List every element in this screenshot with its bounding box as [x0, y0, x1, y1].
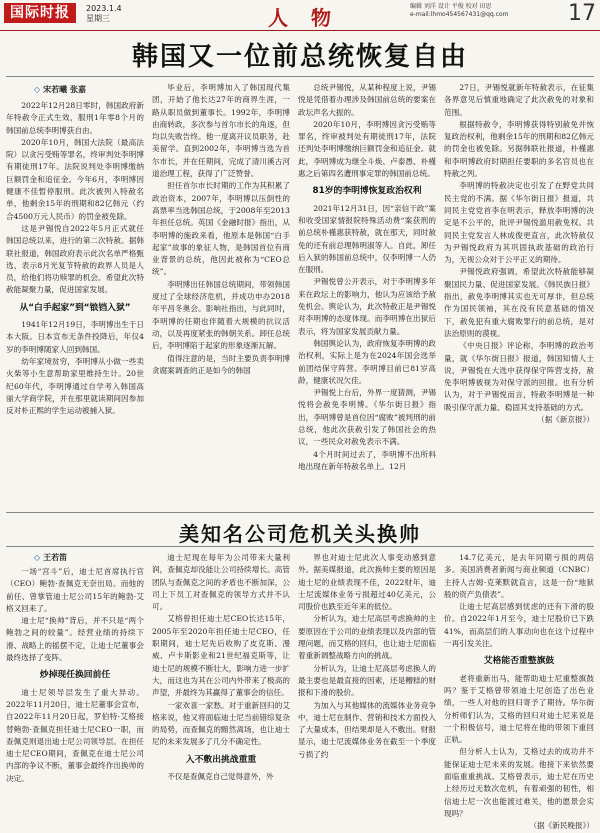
newspaper-masthead: 国际时报 [4, 3, 76, 23]
paragraph: 迪士尼现在每年为公司带来大量利润，查佩克却没能让公司持续增长。高管团队与查佩克之间的矛盾也不断加深，公司上下员工对查佩克的领导方式并不认可。 [152, 553, 290, 612]
a2c4b-paras [444, 673, 594, 821]
article1-subheading-1: 从“白手起家”到“锒铛入狱” [19, 302, 131, 313]
paragraph: 担任首尔市长时期的工作为其积累了政治资本，2007年，李明博以压倒性的高票率当选韩国总统，于2008年至2013年担任总统。英国《金融时报》指出，从李明博的施政来看，他原本是韩国“白手起家”故事的象征人物，是韩国首位有商业背景的总统，他因此被称为“CEO总统”。 [152, 181, 290, 277]
paragraph: 但分析人士认为，艾格过去的成功并不能保证迪士尼未来的发展。他接下来依然要面临重重挑战。艾格曾表示，迪士尼在历史上经历过无数次危机，有着顽强的韧性，相信迪士尼一次也能渡过难关，他的愿景会实现吗？ [444, 747, 594, 818]
article2-top-rule [6, 512, 594, 513]
a1c2-paras [152, 82, 290, 377]
paragraph: 李明博的特赦决定也引发了在野党共同民主党的不满。据《华尔街日报》报道，共同民主党党首李在明表示，释放李明博的决定是不公平的，批评尹锡悦滥用赦免权。共同民主党发言人林成俊更直言，此次特赦仅为尹锡悦政府为其巩固执政基础的政治行为，无视公众对于公平正义的期待。 [444, 181, 594, 265]
article2-column-4 [444, 552, 594, 831]
a2c1b-paras [6, 687, 144, 785]
paragraph: 一场“宫斗”后，迪士尼首席执行官（CEO）鲍勃·查佩克无奈出局。而他的前任、曾掌管迪士尼公司15年的鲍勃·艾格又回来了。 [6, 567, 144, 613]
weekday-text: 星期三 [86, 14, 110, 23]
article2-column-2 [152, 552, 290, 824]
article2-byline [34, 552, 67, 563]
issue-date [86, 4, 122, 24]
article2-column-1 [6, 566, 144, 824]
a2c4-paras [444, 552, 594, 650]
paragraph: 尹锡悦曾公开表示，对于李明博多年来在政坛上的影响力，他认为应该给予赦免机会。舆论认为，此次特赦正是尹锡悦对李明博的态度体现。而李明博在出狱后表示，将为国家发展贡献力量。 [298, 277, 436, 336]
paragraph: 2021年12月31日，因“亲信干政”案和收受国家情报院特殊活动费“案获刑的前总统朴槿惠获特赦，就在那天，同时赦免的还有前总理韩明淑等人。自此，卸任后入狱的韩国前总统中，仅李明博一人仍在服刑。 [298, 203, 436, 275]
paragraph: 4个月时间过去了，李明博不出所料地出现在新年特赦名单上。12月 [298, 449, 436, 471]
article1-source: （据《新京报》） [537, 415, 594, 425]
article2-subheading-2: 入不敷出挑战重重 [185, 754, 257, 765]
article1-top-rule [6, 76, 594, 77]
section-title: 人 物 [268, 6, 339, 30]
paragraph: 2022年12月28日零时，韩国政府新年特赦令正式生效，服刑1年零8个月的韩国前总统李明博获自由。 [6, 101, 144, 135]
paragraph: 一家欢喜一家愁。对于重新回归的艾格来说，他又将面临迪士尼当前错综复杂的局势，而查佩克的黯然离场，也让迪士尼的未来发展多了几分不确定性。 [152, 700, 290, 747]
paragraph: 分析认为，迪士尼高层考虑换帅的主要原因在于公司的业绩表现以及内部的管理问题，而艾格的回归，也让迪士尼面临着重新调整战略方向的挑战。 [298, 614, 436, 661]
a2c1-paras [6, 566, 144, 664]
paragraph: 李明博出任韩国总统期间，带领韩国度过了全球经济危机，并成功申办2018年平昌冬奥会。影响社指出，与此同时，李明博的任期也伴随着大规模的抗议活动，以及再度紧张的韩朝关系。卸任总统后，李明博陷于起家的形象逐渐瓦解。 [152, 279, 290, 351]
article1-column-2 [152, 82, 290, 508]
paragraph: 不仅是查佩克自己觉得意外，外 [167, 772, 274, 782]
a2c3-paras [298, 552, 436, 761]
a1c3-paras [298, 82, 436, 180]
paragraph: 14.7亿美元，是去年同期亏损的两倍多。美国消费者新闻与商业频道（CNBC）主持人吉姆·克莱默就直言，这是一份“地狱般的资产负债表”。 [444, 553, 594, 599]
paragraph: 尹锡悦上台后，外界一度猜测，尹锡悦将会赦免李明博。《华尔街日报》指出，李明博曾是首位因“腐败”被判刑的前总统，他此次获赦引发了韩国社会的热议，一些民众对赦免表示不满。 [298, 388, 436, 447]
editor-email: e-mail:lhmo454567431@qq.com [410, 11, 509, 18]
byline-diamond-icon: ◇ [34, 553, 41, 562]
article1-byline-text: 宋若曦 张嘉 [43, 85, 86, 94]
article2-headline-rule [6, 546, 594, 547]
paragraph: 总统尹锡悦，从某种程度上说，尹锡悦是凭借着办理涉及韩国前总统的要案在政坛声名大振的。 [298, 83, 436, 117]
page-header [0, 0, 600, 31]
article2-source: （据《新民晚报》） [529, 821, 594, 831]
page-number: 17 [568, 1, 596, 26]
article1-column-4 [444, 82, 594, 508]
paragraph: 艾格曾担任迪士尼CEO长达15年，2005年至2020年担任迪士尼CEO，任职期间，迪士尼先后收购了皮克斯、漫威、卢卡斯影业和21世纪福克斯等，让迪士尼的规模不断壮大，影响力进一步扩大，而这也为其在公司内外带来了极高的声望，并最终为其赢得了董事会的信任。 [152, 614, 290, 698]
article1-headline: 韩国又一位前总统恢复自由 [131, 42, 468, 72]
paragraph: 27日，尹锡悦就新年特赦表示，在征集各界意见后慎重地确定了此次赦免的对象和范围。 [444, 83, 594, 117]
byline-diamond-icon: ◇ [34, 85, 41, 94]
paragraph: 2020年10月，韩国大法院（最高法院）以贪污受贿等罪名，终审判处李明博有期徒刑17年。法院说判处李明博缴纳巨额罚金和追征金。今年6月，李明博因健康不佳暂停服刑。此次被列入特赦名单，他剩余15年的刑期和82亿韩元（约合4500万元人民币）的罚金被免除。 [6, 137, 144, 221]
paragraph: 1941年12月19日，李明博出生于日本大阪。日本宣布无条件投降后，年仅4岁的李明博随家人回到韩国。 [6, 320, 144, 354]
paragraph: 幼年家境贫穷，李明博从小做一些卖火柴等小生意帮助家里维持生计。20世纪60年代，李明博通过自学考入韩国高丽大学商学院，并在那里就读期间因参加反对朴正熙的学生运动被捕入狱。 [6, 356, 144, 416]
paragraph: 《中央日报》评论称，李明博的政治考量，就《华尔街日报》报道，韩国知情人士说，尹锡悦在大选中获得保守阵营支持，赦免李明博被视为对保守派的回报。也有分析认为，对于尹锡悦而言，特赦李明博是一种吸引保守派力量、稳固其支持基础的方式。 [444, 341, 594, 412]
paragraph: 让迪士尼高层感到忧虑的还有下滑的股价。自2022年1月至今，迪士尼股价已下跌41%，而高层们的人事动向也在这个过程中一再引发关注。 [444, 602, 594, 649]
article1-column-1 [6, 100, 144, 508]
article1-column-3 [298, 82, 436, 508]
paragraph: 尹锡悦政府强调，希望此次特赦能够凝聚国民力量、促进国家发展。《韩民族日报》指出，赦免李明博其实也无可厚非，但总统作为国民领袖，其在没有民意基础的情况下，赦免犯有重大腐败罪行的前总统，是对法治原则的漠视。 [444, 267, 594, 338]
a1c1b-paras [6, 319, 144, 417]
paragraph: 迪士尼领导层发生了重大异动。2022年11月20日，迪士尼董事会宣布，自2022年11月20日起，罗伯特·艾格接替鲍勃·查佩克担任迪士尼CEO一职，而查佩克则退出迪士尼公司领导层。在担任迪士尼CEO期间，查佩克在迪士尼公司内部的争议不断，董事会最终作出换帅的决定。 [6, 687, 144, 783]
paragraph: 根据特赦令，李明博获得特别赦免并恢复政治权利，他剩余15年的刑期和82亿韩元的罚金也被免除。另据韩联社报道，朴槿惠和李明博政府时期担任要职的多名官员也在特赦之列。 [444, 119, 594, 179]
date-text: 2023.1.4 [86, 4, 122, 13]
article2-column-3 [298, 552, 436, 824]
paragraph: 老将重新出马，能帮助迪士尼重整旗鼓吗？鉴于艾格曾带领迪士尼创造了出色业绩，一些人对他的回归寄予了期待。华尔街分析师们认为，艾格的回归对迪士尼来说是一个积极信号，迪士尼将在他的带领下重回正轨。 [444, 673, 594, 745]
article2-subheading-1: 炒掉现任换回前任 [39, 670, 111, 681]
article2-subheading-3: 艾格能否重整旗鼓 [483, 656, 555, 667]
a1c4-paras [444, 82, 594, 414]
paragraph: 为加入与其他媒体的流媒体业务竞争中，迪士尼在制作、营销和技术方面投入了大量成本，但结果却是入不敷出。财报显示，迪士尼流媒体业务在截至一个季度亏损了约 [298, 700, 436, 759]
article1-subheading-2: 81岁的李明博恢复政治权利 [312, 186, 422, 197]
a2c2b-paras [152, 771, 290, 783]
article1-byline [34, 84, 86, 95]
paragraph: 韩国舆论认为，政府恢复李明博的政治权利，实际上是为在2024年国会选举前团结保守阵营。李明博目前已81岁高龄，健康状况欠佳。 [298, 338, 436, 385]
editor-credits [410, 3, 508, 19]
a1c1-paras [6, 100, 144, 297]
paragraph: 这是尹锡悦自2022年5月正式就任韩国总统以来，进行的第二次特赦。据韩联社报道，韩国政府表示此次名单严格甄选，表示8月光复节特赦的政界人员是人员，给他们将功赎罪的机会。希望此次特赦能凝聚力量，促进国家发展。 [6, 223, 144, 295]
article2-headline: 美知名公司危机关头换帅 [179, 522, 421, 546]
a1c3b-paras [298, 203, 436, 474]
paragraph: 值得注意的是，当时主要负责李明博贪腐案调查的正是如今的韩国 [152, 353, 290, 375]
paragraph: 毕业后，李明博加入了韩国现代集团，开始了他长达27年的商界生涯，一路从职员做到董事长。1992年，李明博由商转政，多次参与首尔市长的角逐，但均以失败告终。他一度离开议员职务，赴美留学。直到2002年，李明博当选为首尔市长，并在任期间，完成了清川溪古河道治理工程，获得了广泛赞誉。 [152, 83, 290, 179]
paragraph: 2020年10月，李明博因贪污受贿等罪名，终审被判处有期徒刑17年，法院还判处李明博缴纳巨额罚金和追征金。就此，李明博成为继全斗焕、卢泰愚、朴槿惠之后第四名遭刑事定罪的韩国前总统。 [298, 119, 436, 179]
paragraph: 界也对迪士尼此次人事变动感到意外。据美媒报道，此次换帅主要的原因是迪士尼的业绩表现不佳，2022财年，迪士尼流媒体业务亏损超过40亿美元，公司股价也跌至近年来的低位。 [298, 553, 436, 612]
article2-byline-text: 王若笛 [43, 553, 68, 562]
a2c2-paras [152, 552, 290, 749]
editor-names: 编辑 刘洋 设计 平俊 校对 田思 [410, 3, 492, 10]
paragraph: 迪士尼“换帅”背后，并不只是“两个鲍勃之间的较量”。经营业绩的持续下滑、战略上的摇摆不定，让迪士尼董事会最终选择了变阵。 [6, 616, 144, 663]
paragraph: 分析认为，让迪士尼高层考虑换人的最主要也是最直接的因素，还是糟糕的财报和下滑的股价。 [298, 663, 436, 698]
